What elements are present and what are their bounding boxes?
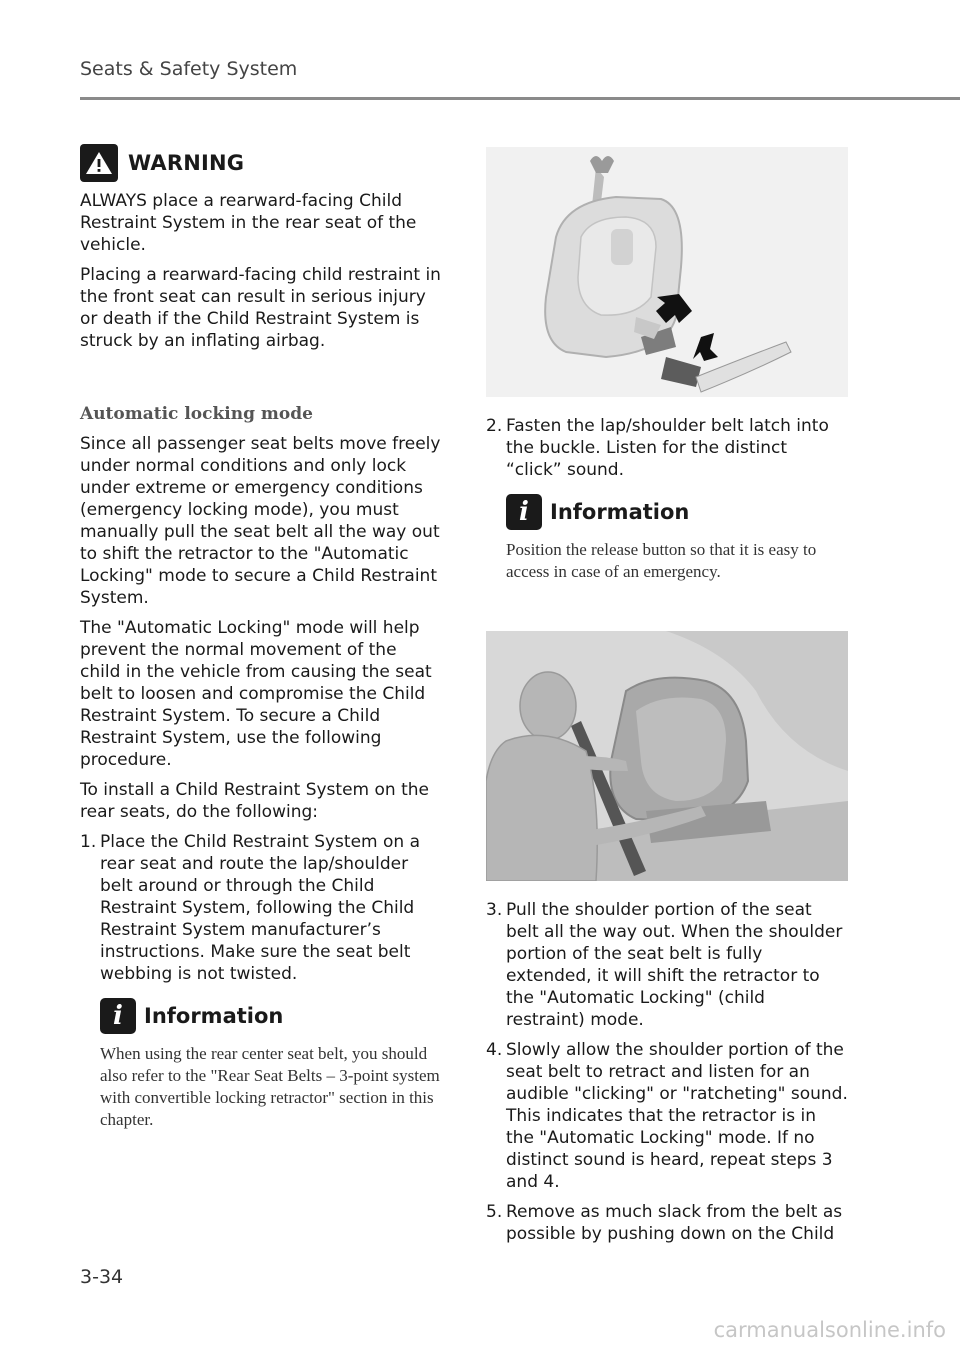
watermark-text: carmanualsonline.info bbox=[713, 1318, 946, 1342]
information-body: When using the rear center seat belt, you should also refer to the "Rear Seat Belts – 3-point system with convertible locking retractor" section in this chapter. bbox=[100, 1044, 440, 1129]
step-text: Slowly allow the shoulder portion of the seat belt to retract and listen for an audible "clicking" or "ratcheting" sound. This indicates that the retractor is in the "Automatic Locking" mode. If no distinct sound is heard, repeat steps 3 and 4. bbox=[506, 1040, 848, 1192]
step-3 bbox=[486, 899, 848, 1031]
information-title: Information bbox=[550, 500, 690, 524]
right-column bbox=[486, 147, 848, 1253]
section-paragraph-3: To install a Child Restraint System on the rear seats, do the following: bbox=[80, 780, 429, 822]
warning-icon bbox=[80, 144, 118, 182]
illustration-child-seat-buckle bbox=[486, 147, 848, 397]
information-header bbox=[506, 493, 848, 531]
step-number: 5. bbox=[486, 1202, 503, 1222]
information-header bbox=[100, 997, 442, 1035]
information-icon: i bbox=[506, 494, 542, 530]
warning-paragraph-2: Placing a rearward-facing child restraint in the front seat can result in serious injury or death if the Child Restraint System is struck by an inflating airbag. bbox=[80, 265, 441, 351]
step-text: Remove as much slack from the belt as possible by pushing down on the Child bbox=[506, 1202, 843, 1244]
warning-title: WARNING bbox=[128, 151, 245, 175]
step-1 bbox=[80, 831, 442, 985]
left-column bbox=[80, 140, 442, 1131]
step-number: 2. bbox=[486, 416, 503, 436]
step-4 bbox=[486, 1039, 848, 1193]
illustration-person-installing-seat bbox=[486, 631, 848, 881]
warning-paragraph-1: ALWAYS place a rearward-facing Child Restraint System in the rear seat of the vehicle. bbox=[80, 191, 417, 255]
step-text: Pull the shoulder portion of the seat belt all the way out. When the shoulder portion of the seat belt is fully extended, it will shift the retractor to the "Automatic Locking" (child restraint) mode. bbox=[506, 900, 843, 1030]
warning-header bbox=[80, 144, 442, 182]
page-header-title: Seats & Safety System bbox=[80, 58, 298, 80]
step-number: 3. bbox=[486, 900, 503, 920]
step-number: 1. bbox=[80, 832, 97, 852]
step-5 bbox=[486, 1201, 848, 1245]
step-number: 4. bbox=[486, 1040, 503, 1060]
section-title: Automatic locking mode bbox=[80, 404, 313, 424]
step-text: Fasten the lap/shoulder belt latch into the buckle. Listen for the distinct “click” sound. bbox=[506, 416, 829, 480]
header-divider bbox=[80, 97, 960, 100]
step-2 bbox=[486, 415, 848, 481]
step-text: Place the Child Restraint System on a rear seat and route the lap/shoulder belt around or through the Child Restraint System, following the Child Restraint System manufacturer’s instructions. Make sure the seat belt webbing is not twisted. bbox=[100, 832, 420, 984]
section-paragraph-1: Since all passenger seat belts move freely under normal conditions and only lock under extreme or emergency conditions (emergency locking mode), you must manually pull the seat belt all the way out to shift the retractor to the "Automatic Locking" mode to secure a Child Restraint System. bbox=[80, 434, 441, 608]
information-title: Information bbox=[144, 1004, 284, 1028]
information-body: Position the release button so that it is easy to access in case of an emergency. bbox=[506, 540, 817, 581]
information-icon: i bbox=[100, 998, 136, 1034]
section-paragraph-2: The "Automatic Locking" mode will help prevent the normal movement of the child in the vehicle from causing the seat belt to loosen and compromise the Child Restraint System. To secure a Child Restraint System, use the following procedure. bbox=[80, 618, 432, 770]
page-number: 3-34 bbox=[80, 1266, 124, 1288]
